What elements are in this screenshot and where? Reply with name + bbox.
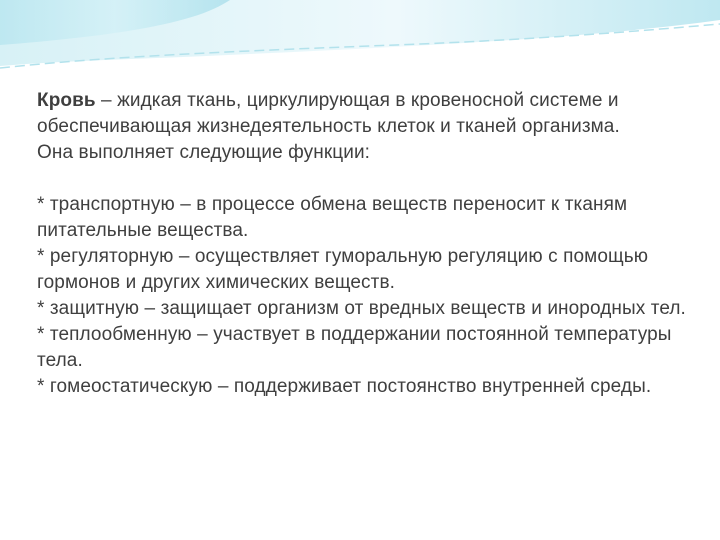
header-wave-decoration <box>0 0 720 92</box>
definition-text: – жидкая ткань, циркулирующая в кровеносной системе и обеспечивающая жизнедеятельность клеток и тканей организма. <box>37 90 620 137</box>
paragraph-spacer <box>37 166 697 192</box>
function-regulatory: * регуляторную – осуществляет гуморальную регуляцию с помощью гормонов и других химических веществ. <box>37 246 649 293</box>
functions-heading: Она выполняет следующие функции: <box>37 142 371 163</box>
term-blood: Кровь <box>37 90 96 111</box>
functions-list <box>37 192 697 400</box>
function-homeostatic: * гомеостатическую – поддерживает постоянство внутренней среды. <box>37 376 652 397</box>
function-thermoregulatory: * теплообменную – участвует в поддержании постоянной температуры тела. <box>37 324 672 371</box>
function-transport: * транспортную – в процессе обмена веществ переносит к тканям питательные вещества. <box>37 194 628 241</box>
definition-paragraph <box>37 88 697 140</box>
slide-content <box>37 88 697 400</box>
function-protective: * защитную – защищает организм от вредных веществ и инородных тел. <box>37 298 686 319</box>
